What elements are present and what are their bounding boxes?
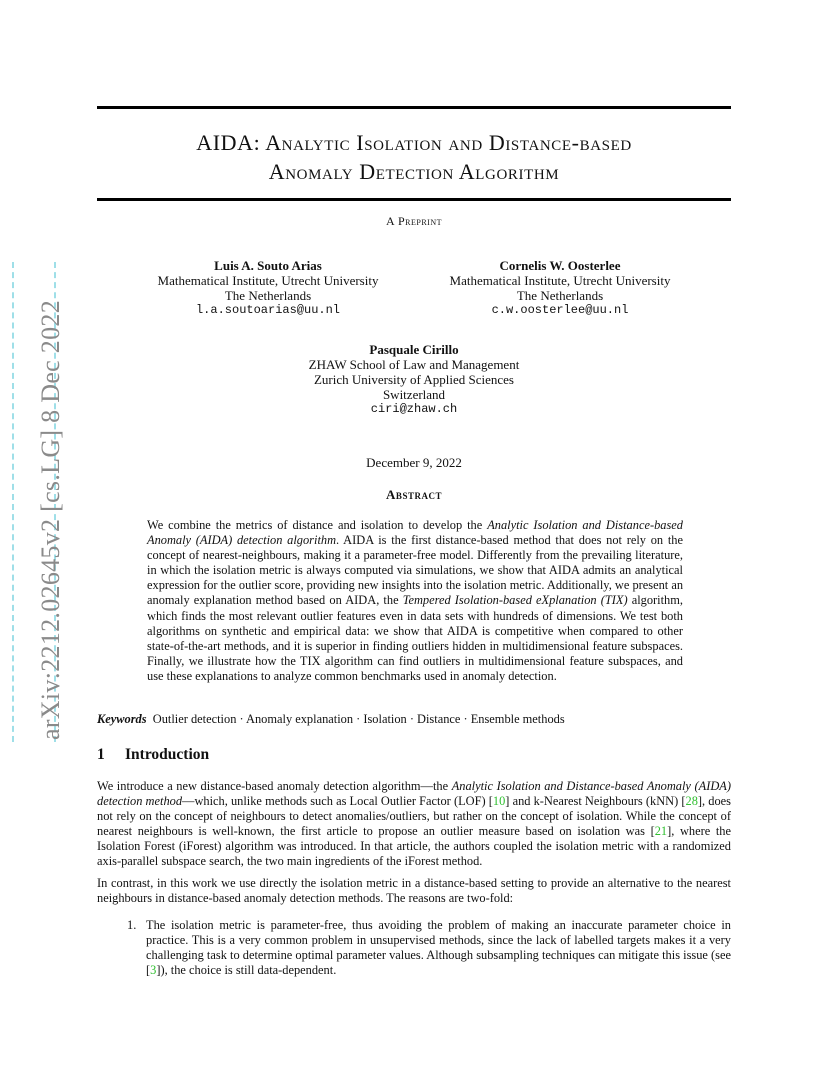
keywords-text: Outlier detection · Anomaly explanation · Isolation · Distance · Ensemble methods — [152, 712, 565, 726]
section-number: 1 — [97, 746, 105, 763]
author-block-3 — [294, 342, 534, 417]
keywords-label: Keywords — [97, 712, 147, 726]
abstract-emphasis: Analytic Isolation and Distance-based Anomaly (AIDA) detection algorithm — [147, 518, 683, 548]
author-name: Luis A. Souto Arias — [214, 258, 322, 273]
author-block-2 — [442, 258, 678, 318]
author-name: Pasquale Cirillo — [369, 342, 459, 357]
preprint-label: A Preprint — [385, 214, 442, 228]
paragraph-text: We introduce a new distance-based anomaly detection algorithm—the — [97, 779, 452, 793]
intro-paragraph-2: In contrast, in this work we use directly the isolation metric in a distance-based setting to provide an alternative to the nearest neighbours in distance-based anomaly detection methods. The reasons are two-fold: — [97, 876, 731, 906]
author-country: The Netherlands — [224, 288, 312, 303]
list-text: ]), the choice is still data-dependent. — [156, 963, 337, 978]
author-country: Switzerland — [382, 387, 446, 402]
paragraph-emphasis: Analytic Isolation and Distance-based Anomaly (AIDA) detection method — [97, 779, 731, 809]
paper-title — [97, 128, 731, 186]
author-email[interactable]: ciri@zhaw.ch — [370, 402, 458, 416]
abstract-heading: Abstract — [386, 487, 442, 502]
author-affiliation: Mathematical Institute, Utrecht University — [449, 273, 671, 288]
author-affiliation: Mathematical Institute, Utrecht University — [157, 273, 379, 288]
author-block-1 — [150, 258, 386, 318]
title-rule-bottom — [97, 198, 731, 201]
citation-link[interactable]: 28 — [685, 794, 698, 809]
citation-link[interactable]: 3 — [150, 963, 157, 978]
abstract-body — [147, 518, 683, 684]
publication-date: December 9, 2022 — [366, 455, 462, 470]
abstract-text: . AIDA is the first distance-based method that does not rely on the concept of nearest-neighbours, making it a parameter-free model. Differently from the prevailing literature, in which the isolation metric is always computed via simulations, we show that AIDA admits an analytical expression for the outlier score, providing new insights into the isolation metric. Additionally, we present an anomaly explanation method based on AIDA, the — [147, 533, 684, 608]
abstract-text: algorithm, which finds the most relevant outlier features even in data sets with hundreds of dimensions. We test both algorithms on synthetic and empirical data: we show that AIDA is competitive when compared to other state-of-the-art methods, and it is superior in finding outliers hidden in multidimensional feature subspaces. Finally, we illustrate how the TIX algorithm can find outliers in multidimensional feature subspaces, and use these explanations to analyze common benchmarks used in anomaly detection. — [147, 593, 683, 683]
title-rule-top — [97, 106, 731, 109]
citation-link[interactable]: 10 — [492, 794, 506, 809]
author-affiliation: ZHAW School of Law and Management — [308, 357, 520, 372]
paragraph-text: ] and k-Nearest Neighbours (kNN) [ — [505, 794, 686, 809]
keywords-line — [97, 712, 737, 727]
intro-paragraph-1 — [97, 779, 731, 870]
section-title: Introduction — [125, 746, 210, 763]
author-affiliation-2: Zurich University of Applied Sciences — [313, 372, 514, 387]
list-item-body — [146, 918, 731, 978]
list-marker: 1. — [127, 918, 137, 932]
author-email[interactable]: c.w.oosterlee@uu.nl — [491, 303, 629, 317]
list-item — [97, 918, 731, 978]
title-line-2: Anomaly Detection Algorithm — [268, 159, 560, 184]
abstract-emphasis: Tempered Isolation-based eXplanation (TIX) — [402, 593, 628, 608]
citation-link[interactable]: 21 — [654, 824, 668, 839]
list-text: The isolation metric is parameter-free, thus avoiding the problem of making an inaccurate parameter choice in practice. This is a very common problem in unsupervised methods, since the lack of labelled targets makes it a very challenging task to determine optimal parameter values. Although subsampling techniques can mitigate this issue (see [ — [146, 918, 731, 978]
paragraph-text: —which, unlike methods such as Local Outlier Factor (LOF) [ — [182, 794, 493, 809]
author-name: Cornelis W. Oosterlee — [499, 258, 621, 273]
author-country: The Netherlands — [516, 288, 604, 303]
paragraph-text: ], where the Isolation Forest (iForest) algorithm was introduced. In that article, the authors coupled the isolation metric with a randomized axis-parallel subspace search, the two main ingredients of the iForest method. — [97, 824, 732, 869]
author-email[interactable]: l.a.soutoarias@uu.nl — [195, 303, 341, 317]
arxiv-identifier[interactable]: arXiv:2212.02645v2 [cs.LG] 8 Dec 2022 — [36, 299, 65, 740]
paragraph-text: ], does not rely on the concept of neighbours to detect anomalies/outliers, but rather on the concept of isolation. While the concept of nearest neighbours is well-known, the first article to propose an outlier measure based on isolation was [ — [97, 794, 731, 839]
title-line-1: AIDA: Analytic Isolation and Distance-based — [196, 130, 632, 155]
section-heading — [97, 746, 209, 764]
abstract-text: We combine the metrics of distance and isolation to develop the — [147, 518, 488, 532]
